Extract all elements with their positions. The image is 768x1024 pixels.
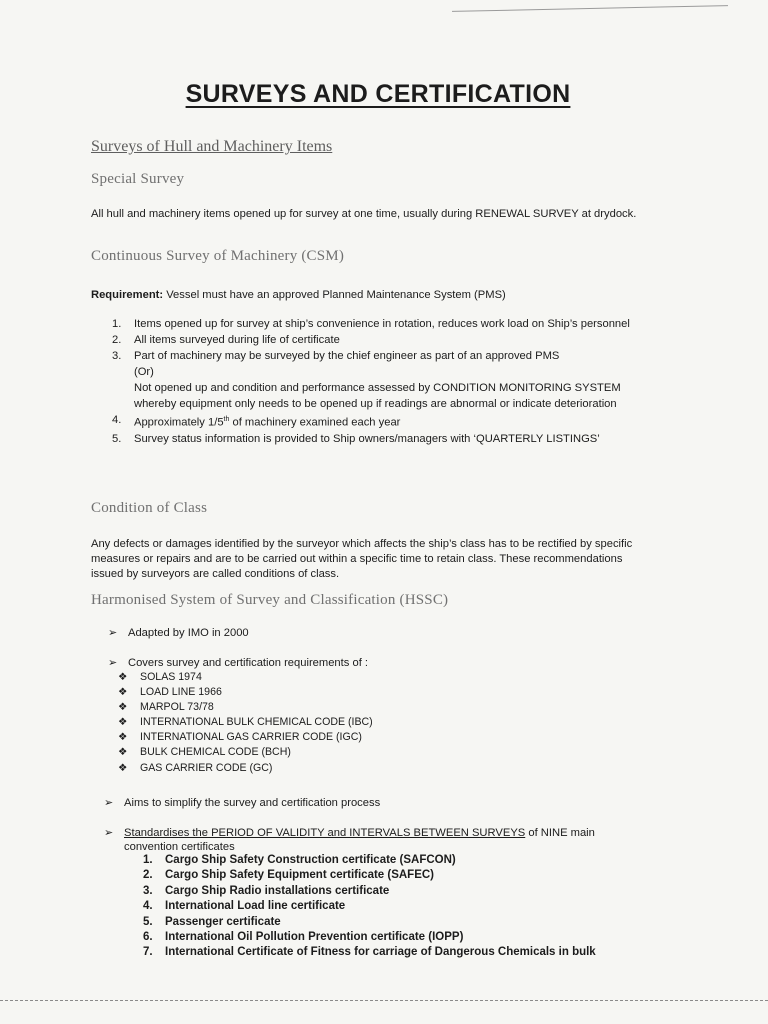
bullet-standardises: ➢ Standardises the PERIOD OF VALIDITY and INTERVALS BETWEEN SURVEYS of NINE main convention certificates [104, 827, 595, 853]
list-item: 5. Passenger certificate [143, 915, 281, 928]
list-item: 3. Cargo Ship Radio installations certificate [143, 884, 390, 897]
special-survey-text: All hull and machinery items opened up for survey at one time, usually during RENEWAL SURVEY at drydock. [91, 208, 637, 220]
list-item: ❖ MARPOL 73/78 [118, 701, 214, 714]
list-item: ❖ LOAD LINE 1966 [118, 686, 222, 699]
scan-artifact-line [0, 1000, 768, 1001]
bullet-aims: ➢ Aims to simplify the survey and certification process [104, 797, 381, 809]
csm-requirement [91, 288, 651, 303]
page-title: SURVEYS AND CERTIFICATION [185, 80, 571, 108]
list-item: ❖ BULK CHEMICAL CODE (BCH) [118, 746, 291, 759]
list-item: ❖ INTERNATIONAL BULK CHEMICAL CODE (IBC) [118, 716, 373, 729]
requirement-label: Requirement: [91, 289, 164, 301]
scan-artifact-line [452, 5, 728, 12]
condition-of-class-heading: Condition of Class [91, 500, 208, 516]
list-item: 4. Approximately 1/5th of machinery examined each year [112, 414, 401, 429]
special-survey-heading: Special Survey [91, 171, 185, 187]
list-item: 5. Survey status information is provided to Ship owners/managers with ‘QUARTERLY LISTINGS’ [112, 432, 600, 445]
list-item: 3. Part of machinery may be surveyed by the chief engineer as part of an approved PMS (Or) Not opened up and condition and performance assessed by CONDITION MONITORING SYSTEM whereby equipment only needs to be opened up if readings are abnormal or indicate deterioration [112, 350, 621, 410]
hssc-heading: Harmonised System of Survey and Classification (HSSC) [91, 592, 449, 608]
section-heading: Surveys of Hull and Machinery Items [91, 138, 333, 155]
requirement-text: Vessel must have an approved Planned Maintenance System (PMS) [163, 289, 506, 301]
list-item: 6. International Oil Pollution Prevention certificate (IOPP) [143, 931, 464, 944]
bullet-covers: ➢ Covers survey and certification requirements of : [108, 657, 369, 669]
csm-list [112, 316, 652, 447]
list-item: 1. Cargo Ship Safety Construction certificate (SAFCON) [143, 854, 456, 866]
condition-of-class-text: Any defects or damages identified by the surveyor which affects the ship’s class has to be rectified by specific measures or repairs and are to be carried out within a specific time to retain class. These recommendations issued by surveyors are called conditions of class. [91, 538, 633, 580]
codes-list [118, 670, 373, 776]
list-item: 7. International Certificate of Fitness for carriage of Dangerous Chemicals in bulk [143, 946, 596, 959]
list-item: ❖ GAS CARRIER CODE (GC) [118, 761, 273, 774]
list-item: 4. International Load line certificate [143, 900, 346, 913]
list-item: 2. Cargo Ship Safety Equipment certificate (SAFEC) [143, 869, 435, 882]
certificates-list [143, 853, 596, 961]
list-item: ❖ SOLAS 1974 [118, 671, 202, 683]
bullet-adapted: ➢ Adapted by IMO in 2000 [108, 627, 249, 639]
csm-heading: Continuous Survey of Machinery (CSM) [91, 248, 345, 264]
list-item: 2. All items surveyed during life of certificate [112, 334, 340, 346]
list-item: ❖ INTERNATIONAL GAS CARRIER CODE (IGC) [118, 731, 362, 744]
list-item: 1. Items opened up for survey at ship’s convenience in rotation, reduces work load on Ship’s personnel [112, 318, 630, 330]
